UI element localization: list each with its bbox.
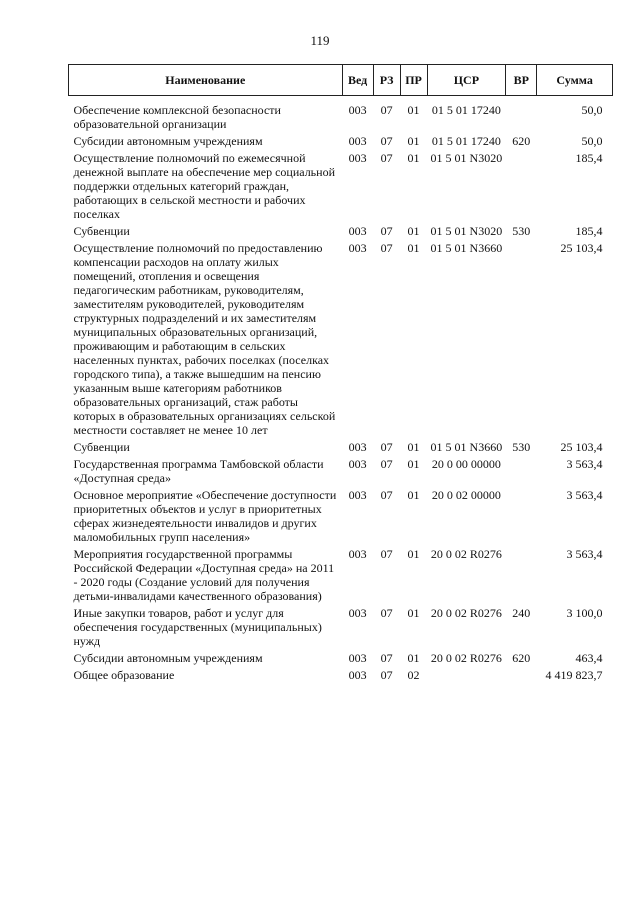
cell-ved: 003 [348,547,367,561]
cell-name: Субсидии автономным учреждениям [73,651,263,665]
cell-pr: 01 [407,457,420,471]
table-row [69,668,613,685]
cell-vr: 530 [512,224,531,238]
cell-name: Государственная программа Тамбовской области «Доступная среда» [73,457,324,485]
cell-ved: 003 [348,134,367,148]
cell-ved: 003 [348,606,367,620]
cell-vr [506,151,537,224]
cell-ved: 003 [348,103,367,117]
cell-name: Субсидии автономным учреждениям [73,134,263,148]
cell-vr [506,668,537,685]
cell-ved: 003 [348,457,367,471]
table-row [69,488,613,547]
cell-ved: 003 [348,151,367,165]
cell-ved: 003 [348,440,367,454]
cell-rz: 07 [380,103,393,117]
cell-pr: 01 [407,134,420,148]
cell-rz: 07 [380,224,393,238]
cell-csr [427,668,506,685]
cell-pr: 01 [407,606,420,620]
cell-sum: 25 103,4 [560,440,603,454]
cell-csr: 20 0 02 R0276 [430,606,502,620]
cell-rz: 07 [380,151,393,165]
cell-pr: 01 [407,151,420,165]
cell-vr: 240 [512,606,531,620]
cell-csr: 01 5 01 N3660 [430,241,503,255]
header-ved: Вед [342,65,373,96]
cell-pr: 01 [407,440,420,454]
cell-csr: 20 0 02 R0276 [430,651,502,665]
cell-name: Осуществление полномочий по предоставлению компенсации расходов на оплату жилых помещений, отопления и освещения педагогическим работникам, руководителям, заместителям руководителей, руководителям структурных подразделений и их заместителям муниципальных образовательных организаций, проживающим и работающим в сельских населенных пунктах, рабочих поселках (поселках городского типа), а также вышедшим на пенсию указанным выше категориям работников образовательных организаций, стаж работы которых в образовательных организациях сельской местности составляет не менее 10 лет [73,241,336,437]
cell-sum: 3 563,4 [566,457,603,471]
cell-csr: 01 5 01 17240 [431,134,501,148]
cell-csr: 01 5 01 N3020 [430,224,503,238]
cell-sum: 185,4 [575,151,603,165]
cell-rz: 07 [380,440,393,454]
cell-rz: 07 [380,134,393,148]
cell-vr [506,241,537,440]
cell-csr: 01 5 01 N3020 [430,151,503,165]
cell-sum: 3 563,4 [566,547,603,561]
cell-name: Осуществление полномочий по ежемесячной денежной выплате на обеспечение мер социальной поддержки отдельных категорий граждан, работающих в сельской местности и рабочих поселках [73,151,335,221]
page-number: 119 [310,33,330,48]
cell-ved: 003 [348,241,367,255]
cell-vr: 530 [512,440,531,454]
cell-name: Иные закупки товаров, работ и услуг для обеспечения государственных (муниципальных) нужд [73,606,322,648]
cell-sum: 4 419 823,7 [545,668,603,682]
cell-vr: 620 [512,651,531,665]
cell-csr: 01 5 01 N3660 [430,440,503,454]
cell-rz: 07 [380,488,393,502]
cell-name: Обеспечение комплексной безопасности образовательной организации [73,103,281,131]
table-body [69,96,613,686]
table-row [69,606,613,651]
cell-name: Общее образование [73,668,175,682]
table-row [69,241,613,440]
cell-vr [506,547,537,606]
header-vr: ВР [506,65,537,96]
cell-sum: 50,0 [581,134,603,148]
table-header [69,65,613,96]
cell-rz: 07 [380,651,393,665]
table-row [69,457,613,488]
table-row [69,134,613,151]
cell-pr: 01 [407,224,420,238]
cell-name: Субвенции [73,440,130,454]
cell-sum: 3 100,0 [566,606,603,620]
header-csr: ЦСР [427,65,506,96]
cell-vr [506,96,537,135]
cell-ved: 003 [348,651,367,665]
table-row [69,651,613,668]
cell-sum: 25 103,4 [560,241,603,255]
cell-ved: 003 [348,224,367,238]
cell-sum: 463,4 [575,651,603,665]
cell-csr: 01 5 01 17240 [431,103,501,117]
cell-ved: 003 [348,668,367,682]
cell-sum: 3 563,4 [566,488,603,502]
cell-pr: 01 [407,103,420,117]
cell-csr: 20 0 00 00000 [431,457,501,471]
cell-pr: 01 [407,241,420,255]
header-rz: РЗ [373,65,400,96]
table-row [69,224,613,241]
cell-pr: 01 [407,547,420,561]
cell-pr: 01 [407,488,420,502]
cell-rz: 07 [380,457,393,471]
cell-pr: 02 [407,668,420,682]
table-row [69,547,613,606]
table-row [69,151,613,224]
header-pr: ПР [400,65,427,96]
cell-vr [506,488,537,547]
cell-sum: 50,0 [581,103,603,117]
header-sum: Сумма [537,65,613,96]
cell-csr: 20 0 02 R0276 [430,547,502,561]
cell-name: Мероприятия государственной программы Российской Федерации «Доступная среда» на 2011 - 2020 годы (Создание условий для получения детьми-инвалидами качественного образования) [73,547,335,603]
header-name: Наименование [69,65,343,96]
cell-csr: 20 0 02 00000 [431,488,501,502]
cell-rz: 07 [380,668,393,682]
cell-name: Основное мероприятие «Обеспечение доступности приоритетных объектов и услуг в приоритетных сферах жизнедеятельности инвалидов и других маломобильных групп населения» [73,488,337,544]
cell-pr: 01 [407,651,420,665]
budget-table [68,64,613,685]
cell-rz: 07 [380,241,393,255]
cell-vr [506,457,537,488]
cell-name: Субвенции [73,224,130,238]
cell-ved: 003 [348,488,367,502]
cell-vr: 620 [512,134,531,148]
cell-sum: 185,4 [575,224,603,238]
cell-rz: 07 [380,547,393,561]
table-row [69,440,613,457]
cell-rz: 07 [380,606,393,620]
table-row [69,96,613,135]
